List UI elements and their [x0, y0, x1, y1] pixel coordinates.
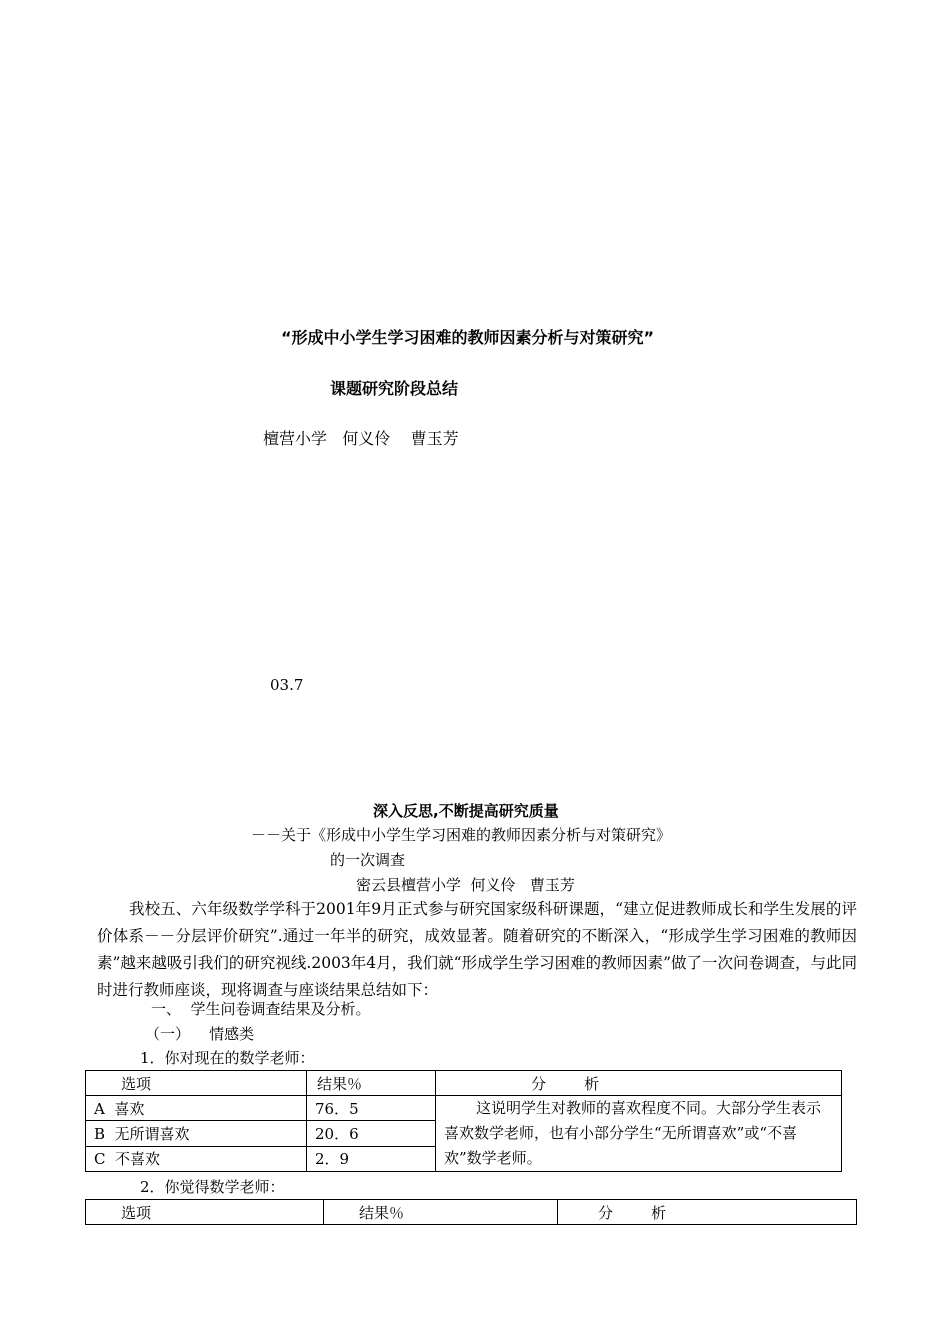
- cover-subtitle: 课题研究阶段总结: [330, 379, 459, 398]
- result-cell: 20．6: [307, 1121, 436, 1146]
- table-header-row: [86, 1200, 857, 1225]
- article-authors: 密云县檀营小学 何义伶 曹玉芳: [356, 876, 575, 894]
- col-analysis-header: 分 析: [558, 1200, 857, 1225]
- cover-date: 03.7: [270, 676, 304, 694]
- article-subtitle-line1: －－关于《形成中小学生学习困难的教师因素分析与对策研究》: [251, 826, 672, 844]
- results-table-2: [85, 1199, 857, 1225]
- question-1: 1．你对现在的数学老师：: [140, 1049, 315, 1067]
- article-title: 深入反思,不断提高研究质量: [373, 802, 559, 820]
- cover-authors: 檀营小学 何义伶 曹玉芳: [263, 429, 459, 448]
- option-cell: B 无所谓喜欢: [86, 1121, 307, 1146]
- intro-paragraph: 我校五、六年级数学学科于2001年9月正式参与研究国家级科研课题，“建立促进教师成长和学生发展的评价体系－－分层评价研究”.通过一年半的研究，成效显著。随着研究的不断深入，“形成学生学习困难的教师因素”越来越吸引我们的研究视线.2003年4月，我们就“形成学生学习困难的教师因素”做了一次问卷调查，与此同时进行教师座谈，现将调查与座谈结果总结如下：: [97, 900, 858, 999]
- col-result-header: 结果％: [307, 1071, 436, 1096]
- results-table-1: [85, 1070, 842, 1172]
- result-cell: 2．9: [307, 1146, 436, 1171]
- option-cell: A 喜欢: [86, 1096, 307, 1121]
- analysis-cell: 这说明学生对教师的喜欢程度不同。大部分学生表示喜欢数学老师，也有小部分学生“无所谓喜欢”或“不喜欢”数学老师。: [436, 1096, 842, 1172]
- article-subtitle-line2: 的一次调查: [330, 851, 406, 869]
- col-option-header: 选项: [86, 1200, 324, 1225]
- col-option-header: 选项: [86, 1071, 307, 1096]
- table-header-row: [86, 1071, 842, 1096]
- result-cell: 76．5: [307, 1096, 436, 1121]
- col-result-header: 结果％: [324, 1200, 558, 1225]
- option-cell: C 不喜欢: [86, 1146, 307, 1171]
- table-row: [86, 1096, 842, 1121]
- subsection-heading: （一） 情感类: [145, 1025, 255, 1043]
- col-analysis-header: 分 析: [436, 1071, 842, 1096]
- section-heading: 一、 学生问卷调查结果及分析。: [151, 1000, 371, 1018]
- cover-title: “形成中小学生学习困难的教师因素分析与对策研究”: [281, 328, 655, 347]
- question-2: 2．你觉得数学老师：: [140, 1178, 285, 1196]
